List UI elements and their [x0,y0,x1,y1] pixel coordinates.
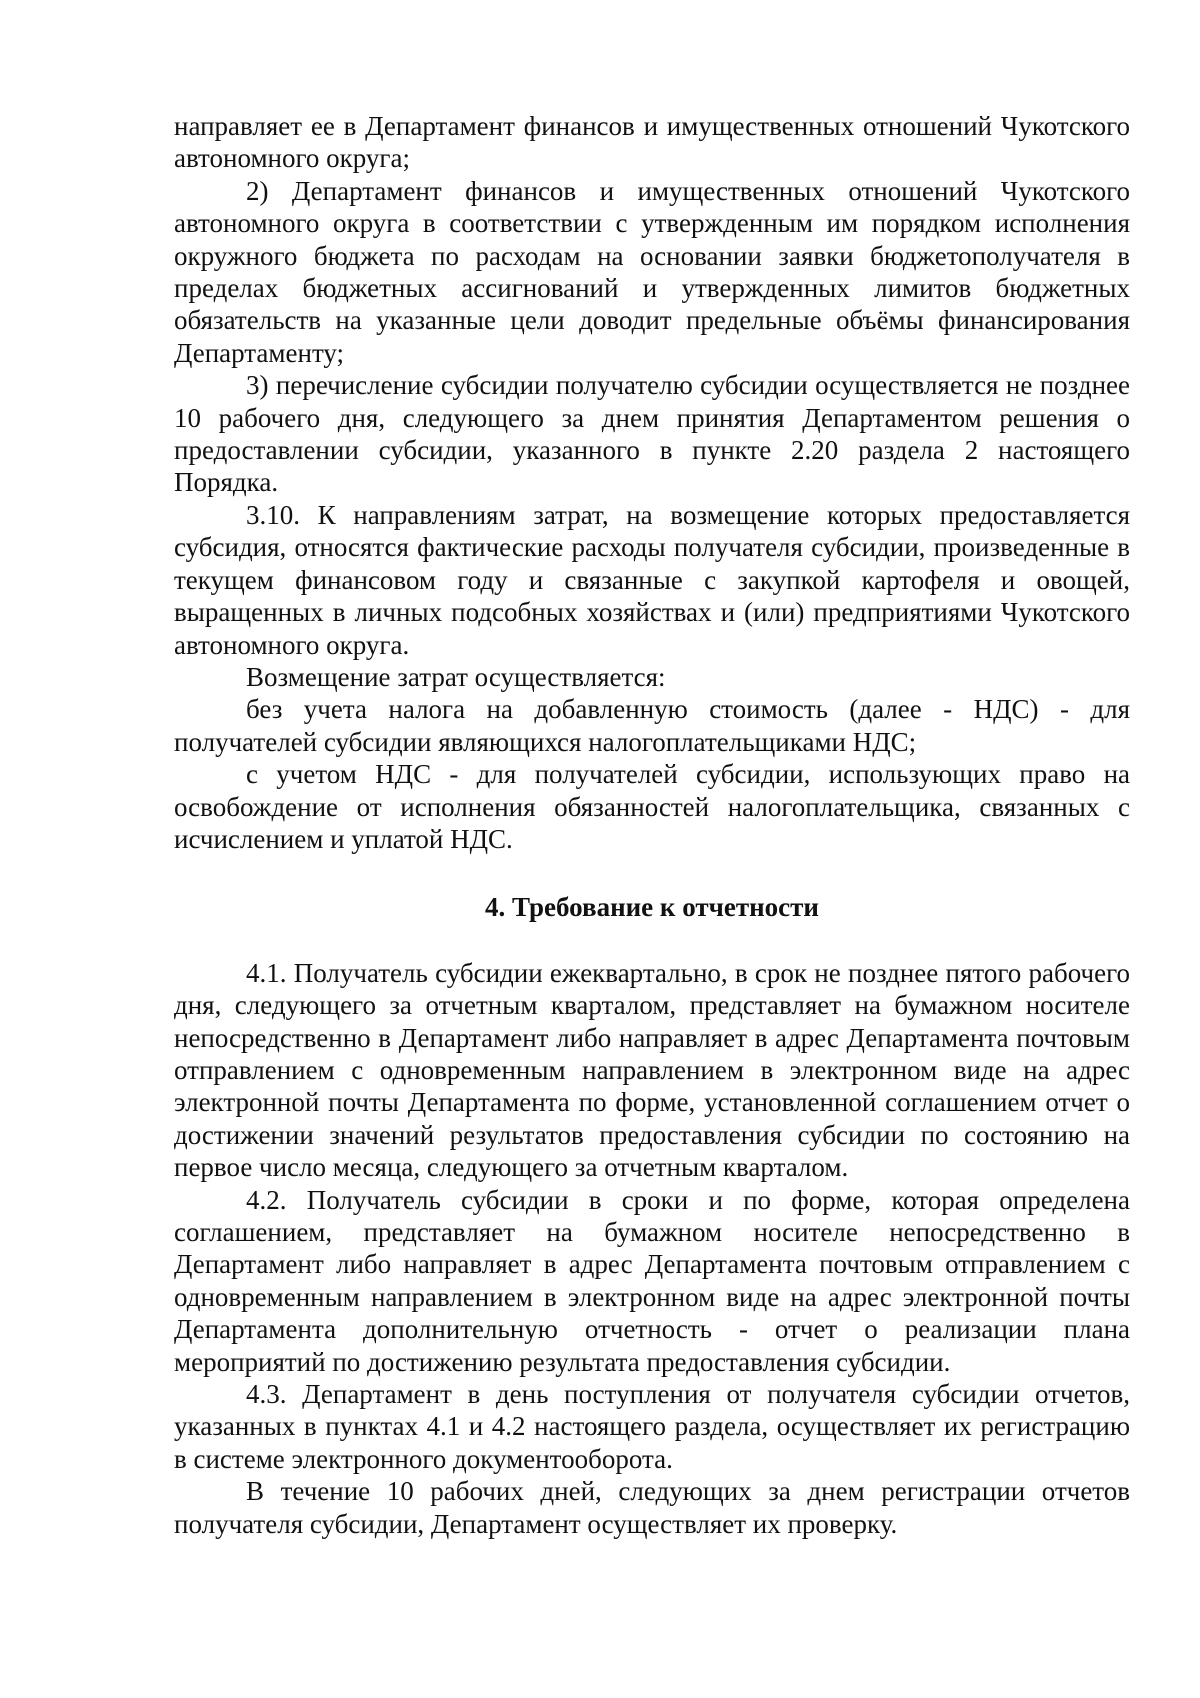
paragraph-4-3: 4.3. Департамент в день поступления от получателя субсидии отчетов, указанных в пунктах 4.1 и 4.2 настоящего раздела, осуществляет их регистрацию в системе электронного документооборота. [174,1379,1130,1474]
paragraph-4-2: 4.2. Получатель субсидии в сроки и по форме, которая определена соглашением, представляет на бумажном носителе непосредственно в Департамент либо направляет в адрес Департамента почтовым отправлением с одновременным направлением в электронном виде на адрес электронной почты Департамента дополнительную отчетность - отчет о реализации плана мероприятий по достижению результата предоставления субсидии. [174,1184,1130,1377]
paragraph-reimbursement-intro: Возмещение затрат осуществляется: [246,661,666,692]
document-page [174,110,1130,1540]
paragraph-item-2: 2) Департамент финансов и имущественных отношений Чукотского автономного округа в соответствии с утвержденным им порядком исполнения окружного бюджета по расходам на основании заявки бюджетополучателя в пределах бюджетных ассигнований и утвержденных лимитов бюджетных обязательств на указанные цели доводит предельные объёмы финансирования Департаменту; [174,175,1130,368]
paragraph-verification: В течение 10 рабочих дней, следующих за днем регистрации отчетов получателя субсидии, Департамент осуществляет их проверку. [174,1476,1130,1539]
paragraph-item-3: 3) перечисление субсидии получателю субсидии осуществляется не позднее 10 рабочего дня, следующего за днем принятия Департаментом решения о предоставлении субсидии, указанного в пункте 2.20 раздела 2 настоящего Порядка. [174,370,1130,498]
paragraph-4-1: 4.1. Получатель субсидии ежеквартально, в срок не позднее пятого рабочего дня, следующего за отчетным кварталом, представляет на бумажном носителе непосредственно в Департамент либо направляет в адрес Департамента почтовым отправлением с одновременным направлением в электронном виде на адрес электронной почты Департамента по форме, установленной соглашением отчет о достижении значений результатов предоставления субсидии по состоянию на первое число месяца, следующего за отчетным кварталом. [174,957,1130,1183]
paragraph-with-vat: с учетом НДС - для получателей субсидии, использующих право на освобождение от исполнения обязанностей налогоплательщика, связанных с исчислением и уплатой НДС. [174,759,1130,854]
section-heading: 4. Требование к отчетности [485,892,819,923]
paragraph-without-vat: без учета налога на добавленную стоимость (далее - НДС) - для получателей субсидии являющихся налогоплательщиками НДС; [174,694,1130,757]
paragraph-3-10: 3.10. К направлениям затрат, на возмещение которых предоставляется субсидия, относятся фактические расходы получателя субсидии, произведенные в текущем финансовом году и связанные с закупкой картофеля и овощей, выращенных в личных подсобных хозяйствах и (или) предприятиями Чукотского автономного округа. [174,499,1130,660]
paragraph-continuation: направляет ее в Департамент финансов и имущественных отношений Чукотского автономного округа; [174,111,1130,174]
